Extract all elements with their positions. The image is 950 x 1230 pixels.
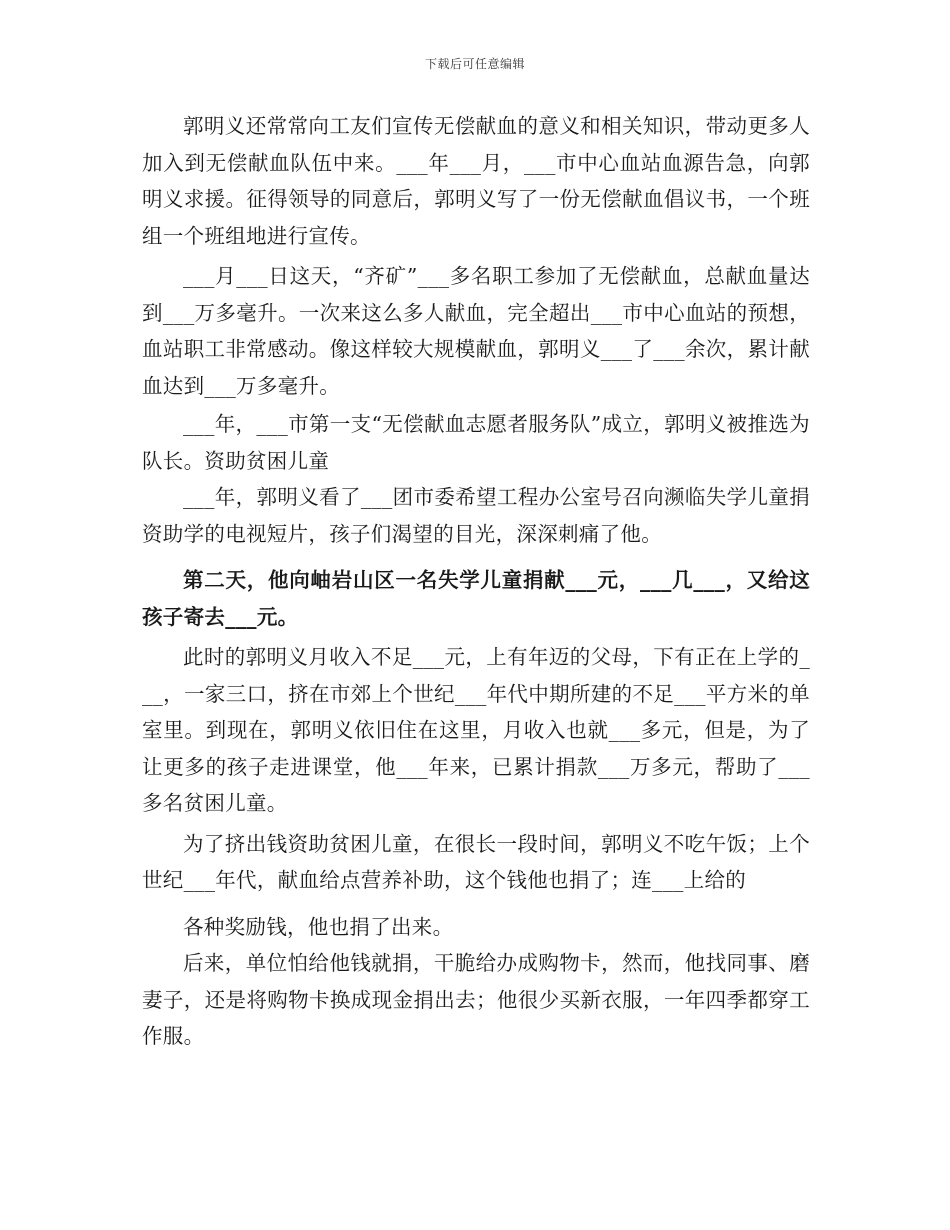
paragraph-shopping-cards: 后来，单位怕给他钱就捐，干脆给办成购物卡，然而，他找同事、磨妻子，还是将购物卡换成现金捐出去；他很少买新衣服，一年四季都穿工作服。 [142,951,810,1048]
paragraph-volunteer-team: ___年，___市第一支“无偿献血志愿者服务队”成立，郭明义被推选为队长。资助贫困儿童 [142,412,810,473]
page-header-note: 下载后可任意编辑 [424,57,525,71]
paragraph-first-donation: 第二天，他向岫岩山区一名失学儿童捐献___元，___几___，又给这孩子寄去___元。 [142,568,810,629]
paragraph-mass-donation: ___月___日这天，“齐矿”___多名职工参加了无偿献血，总献血量达到___万多毫升。一次来这么多人献血，完全超出___市中心血站的预想，血站职工非常感动。像这样较大规模献血，郭明义___了___余次，累计献血达到___万多毫升。 [142,264,810,398]
paragraph-tv-short-film: ___年，郭明义看了___团市委希望工程办公室号召向濒临失学儿童捐资助学的电视短片，孩子们渴望的目光，深深刺痛了他。 [142,485,810,546]
paragraph-skipping-lunch: 为了挤出钱资助贫困儿童，在很长一段时间，郭明义不吃午饭；上个世纪___年代，献血给点营养补助，这个钱他也捐了；连___上给的 [142,831,810,892]
paragraph-income-and-housing: 此时的郭明义月收入不足___元，上有年迈的父母，下有正在上学的___，一家三口，挤在市郊上个世纪___年代中期所建的不足___平方米的单室里。到现在，郭明义依旧住在这里，月收入也就___多元，但是，为了让更多的孩子走进课堂，他___年来，已累计捐款___万多元，帮助了___多名贫困儿童。 [142,645,810,815]
document-body [142,108,810,1055]
paragraph-rewards-donated: 各种奖励钱，他也捐了出来。 [183,914,454,939]
paragraph-blood-donation-promotion: 郭明义还常常向工友们宣传无偿献血的意义和相关知识，带动更多人加入到无偿献血队伍中来。___年___月，___市中心血站血源告急，向郭明义求援。征得领导的同意后，郭明义写了一份无偿献血倡议书，一个班组一个班组地进行宣传。 [142,114,810,248]
